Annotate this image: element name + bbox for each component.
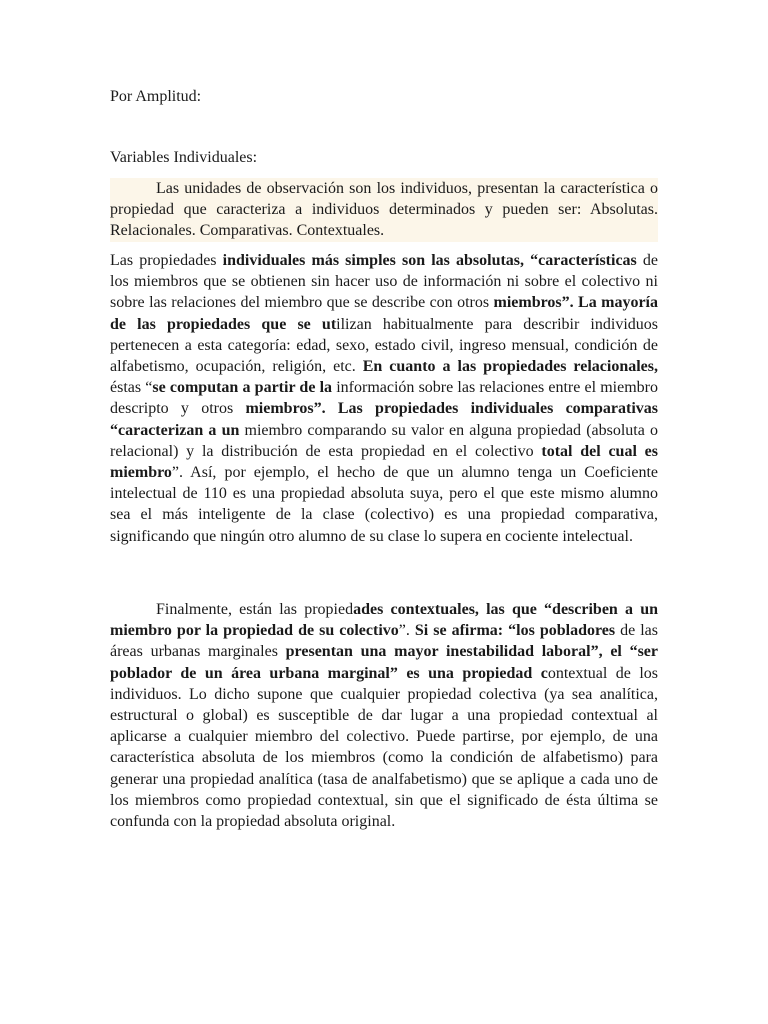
text-run: de las áreas urbanas marginales: [110, 622, 659, 661]
text-run: Las propiedades: [110, 252, 223, 269]
text-run: éstas “: [110, 379, 153, 397]
bold-run: ades contextuales, las que “describen a un miembro por la propiedad de su colectivo: [110, 601, 658, 640]
text-run: ”. Así, por ejemplo, el hecho de que un alumno tenga un Coeficiente intelectual de 110 es una propiedad absoluta suya, pero el que este mismo alumno sea el más inteligente de la clase (colectivo) es una propiedad comparativa, significando que ningún otro alumno de su clase lo supera en cociente intelectual.: [110, 464, 658, 545]
bold-run: miembros”. La mayoría de las propiedades que se ut: [110, 294, 658, 333]
paragraph-contextual: [110, 599, 658, 832]
bold-run: Si se afirma: “los pobladores: [414, 622, 616, 640]
text-run: ilizan habitualmente para describir individuos pertenecen a esta categoría: edad, sexo, estado civil, ingreso mensual, condición de alfabetismo, ocupación, religión, etc.: [110, 315, 658, 376]
bold-run: se computan a partir de la: [152, 379, 333, 397]
bold-run: En cuanto a las propiedades relacionales,: [362, 358, 658, 376]
bold-run: presentan una mayor inestabilidad laboral”, el “ser poblador de un área urbana marginal” es una propiedad c: [110, 643, 658, 682]
text-run: ontextual de los individuos. Lo dicho supone que cualquier propiedad colectiva (ya sea analítica, estructural o global) es susceptible de dar lugar a una propiedad contextual al aplicarse a cualquier miembro del colectivo. Puede partirse, por ejemplo, de una característica absoluta de los miembros (como la condición de alfabetismo) para generar una propiedad analítica (tasa de analfabetismo) que se aplique a cada uno de los miembros como propiedad contextual, sin que el significado de ésta última se confunda con la propiedad absoluta original.: [110, 664, 659, 831]
heading-variables-individuales: Variables Individuales:: [110, 149, 258, 166]
bold-run: individuales más simples son las absolutas, “características: [222, 252, 637, 269]
text-run: miembro comparando su valor en alguna propiedad (absoluta o relacional) y la distribución de esta propiedad en el colectivo: [110, 421, 658, 460]
highlighted-paragraph: Las unidades de observación son los individuos, presentan la característica o propiedad que caracteriza a individuos determinados y pueden ser: Absolutas. Relacionales. Comparativas. Contextuales.: [110, 178, 658, 242]
text-run: de los miembros que se obtienen sin hacer uso de información ni sobre el colectivo ni sobre las relaciones del miembro que se describe con otros: [110, 252, 658, 312]
bold-run: total del cual es miembro: [110, 442, 658, 482]
bold-run: miembros”. Las propiedades individuales comparativas “caracterizan a un: [110, 400, 659, 439]
paragraph-properties: [110, 250, 658, 547]
text-run: información sobre las relaciones entre el miembro descripto y otros: [110, 379, 659, 418]
text-run: Finalmente, están las propied: [156, 601, 354, 618]
text-run: ”.: [398, 622, 415, 640]
heading-por-amplitud: Por Amplitud:: [110, 88, 202, 105]
